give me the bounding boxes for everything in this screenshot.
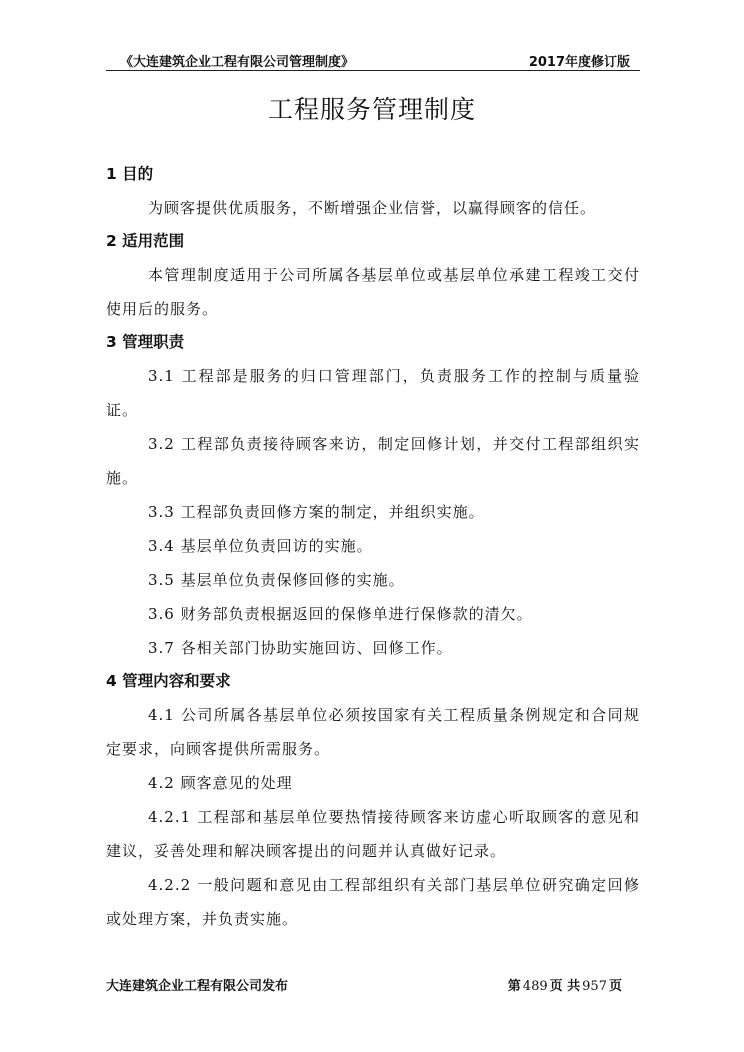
paragraph: 3.3 工程部负责回修方案的制定，并组织实施。 bbox=[148, 503, 485, 521]
section-heading-content-requirements: 4 管理内容和要求 bbox=[106, 672, 231, 690]
document-body bbox=[106, 158, 640, 936]
paragraph: 本管理制度适用于公司所属各基层单位或基层单位承建工程竣工交付使用后的服务。 bbox=[106, 266, 640, 318]
footer-publisher: 大连建筑企业工程有限公司发布 bbox=[106, 979, 289, 994]
paragraph: 3.4 基层单位负责回访的实施。 bbox=[148, 537, 373, 555]
section-heading-scope: 2 适用范围 bbox=[106, 232, 185, 250]
paragraph: 4.2.2 一般问题和意见由工程部组织有关部门基层单位研究确定回修或处理方案，并负责实施。 bbox=[106, 876, 640, 928]
paragraph: 为顾客提供优质服务，不断增强企业信誉，以赢得顾客的信任。 bbox=[148, 199, 597, 217]
paragraph: 3.6 财务部负责根据返回的保修单进行保修款的清欠。 bbox=[148, 605, 533, 623]
page-suffix: 页 bbox=[608, 979, 622, 994]
page-indicator bbox=[508, 975, 622, 994]
section-heading-responsibilities: 3 管理职责 bbox=[106, 333, 185, 351]
page-number: 489 bbox=[522, 979, 548, 994]
document-title: 工程服务管理制度 bbox=[267, 95, 476, 124]
paragraph: 4.2 顾客意见的处理 bbox=[148, 774, 293, 792]
paragraph: 4.1 公司所属各基层单位必须按国家有关工程质量条例规定和合同规定要求，向顾客提供所需服务。 bbox=[106, 706, 640, 758]
paragraph: 4.2.1 工程部和基层单位要热情接待顾客来访虚心听取顾客的意见和建议，妥善处理和解决顾客提出的问题并认真做好记录。 bbox=[106, 808, 640, 860]
page-footer bbox=[106, 975, 640, 995]
paragraph: 3.1 工程部是服务的归口管理部门，负责服务工作的控制与质量验证。 bbox=[106, 367, 640, 419]
page-prefix: 第 bbox=[507, 979, 521, 994]
page-header bbox=[106, 48, 640, 71]
page-total: 957 bbox=[582, 979, 607, 994]
paragraph: 3.7 各相关部门协助实施回访、回修工作。 bbox=[148, 639, 453, 657]
paragraph: 3.5 基层单位负责保修回修的实施。 bbox=[148, 571, 405, 589]
header-doc-name: 《大连建筑企业工程有限公司管理制度》 bbox=[120, 55, 355, 70]
header-version: 2017年度修订版 bbox=[528, 55, 630, 70]
page-middle: 页 共 bbox=[549, 979, 581, 994]
paragraph: 3.2 工程部负责接待顾客来访，制定回修计划，并交付工程部组织实施。 bbox=[106, 435, 640, 487]
section-heading-purpose: 1 目的 bbox=[106, 165, 154, 183]
